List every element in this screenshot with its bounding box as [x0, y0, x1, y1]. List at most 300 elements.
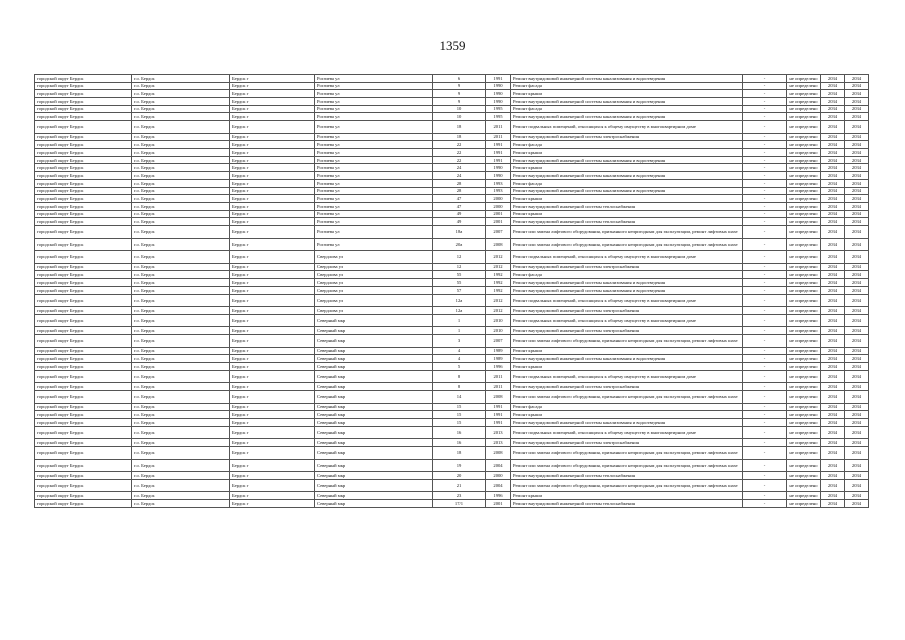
- cost-cell: не определено: [787, 370, 821, 383]
- work-type-cell: Ремонт внутридомовой инженерной системы электроснабжения: [511, 383, 743, 391]
- cost-cell: не определено: [787, 439, 821, 447]
- district-cell: г.о. Бердск: [132, 391, 230, 404]
- year-to-cell: 2034: [845, 472, 869, 480]
- municipality-cell: городской округ Бердск: [35, 286, 132, 294]
- table-row: [35, 218, 869, 226]
- year-to-cell: 2034: [845, 327, 869, 335]
- settlement-cell: Бердск г: [230, 335, 315, 348]
- district-cell: г.о. Бердск: [132, 307, 230, 315]
- house-number-cell: 19: [433, 459, 486, 472]
- work-type-cell: Ремонт внутридомовой инженерной системы теплоснабжения: [511, 202, 743, 210]
- settlement-cell: Бердск г: [230, 195, 315, 203]
- year-cell: 1996: [486, 363, 511, 371]
- cost-cell: не определено: [787, 327, 821, 335]
- district-cell: г.о. Бердск: [132, 195, 230, 203]
- dash-cell: -: [743, 121, 787, 134]
- work-type-cell: Ремонт внутридомовой инженерной системы электроснабжения: [511, 327, 743, 335]
- work-type-cell: Ремонт фасада: [511, 403, 743, 411]
- year-from-cell: 2034: [821, 164, 845, 172]
- street-cell: Рогачева ул: [315, 218, 433, 226]
- municipality-cell: городской округ Бердск: [35, 141, 132, 149]
- house-number-cell: 22: [433, 149, 486, 157]
- year-from-cell: 2034: [821, 90, 845, 98]
- year-from-cell: 2034: [821, 98, 845, 106]
- year-cell: 1991: [486, 411, 511, 419]
- table-row: [35, 187, 869, 195]
- house-number-cell: 18: [433, 446, 486, 459]
- street-cell: Северный мкр: [315, 347, 433, 355]
- table-row: [35, 149, 869, 157]
- cost-cell: не определено: [787, 113, 821, 121]
- year-cell: 2000: [486, 195, 511, 203]
- dash-cell: -: [743, 156, 787, 164]
- settlement-cell: Бердск г: [230, 149, 315, 157]
- house-number-cell: 23: [433, 492, 486, 500]
- district-cell: г.о. Бердск: [132, 82, 230, 90]
- house-number-cell: 14: [433, 391, 486, 404]
- year-cell: 2007: [486, 225, 511, 238]
- table-row: [35, 105, 869, 113]
- district-cell: г.о. Бердск: [132, 121, 230, 134]
- municipality-cell: городской округ Бердск: [35, 391, 132, 404]
- year-cell: 2011: [486, 370, 511, 383]
- year-to-cell: 2034: [845, 446, 869, 459]
- dash-cell: -: [743, 355, 787, 363]
- house-number-cell: 28: [433, 179, 486, 187]
- year-cell: 1993: [486, 179, 511, 187]
- house-number-cell: 22: [433, 141, 486, 149]
- municipality-cell: городской округ Бердск: [35, 500, 132, 508]
- year-cell: 1991: [486, 403, 511, 411]
- cost-cell: не определено: [787, 314, 821, 327]
- year-from-cell: 2034: [821, 133, 845, 141]
- house-number-cell: 49: [433, 218, 486, 226]
- year-cell: 2008: [486, 238, 511, 251]
- year-from-cell: 2034: [821, 446, 845, 459]
- year-to-cell: 2034: [845, 286, 869, 294]
- dash-cell: -: [743, 164, 787, 172]
- table-row: [35, 500, 869, 508]
- settlement-cell: Бердск г: [230, 90, 315, 98]
- table-row: [35, 82, 869, 90]
- house-number-cell: 12а: [433, 294, 486, 307]
- house-number-cell: 8: [433, 370, 486, 383]
- street-cell: Свердлова ул: [315, 307, 433, 315]
- settlement-cell: Бердск г: [230, 121, 315, 134]
- cost-cell: не определено: [787, 391, 821, 404]
- settlement-cell: Бердск г: [230, 363, 315, 371]
- street-cell: Рогачева ул: [315, 98, 433, 106]
- municipality-cell: городской округ Бердск: [35, 105, 132, 113]
- year-from-cell: 2034: [821, 172, 845, 180]
- district-cell: г.о. Бердск: [132, 133, 230, 141]
- house-number-cell: 28: [433, 187, 486, 195]
- cost-cell: не определено: [787, 418, 821, 426]
- street-cell: Рогачева ул: [315, 121, 433, 134]
- year-from-cell: 2034: [821, 363, 845, 371]
- cost-cell: не определено: [787, 218, 821, 226]
- settlement-cell: Бердск г: [230, 263, 315, 271]
- settlement-cell: Бердск г: [230, 133, 315, 141]
- table-row: [35, 355, 869, 363]
- work-type-cell: Ремонт внутридомовой инженерной системы теплоснабжения: [511, 500, 743, 508]
- cost-cell: не определено: [787, 149, 821, 157]
- year-to-cell: 2034: [845, 411, 869, 419]
- year-from-cell: 2034: [821, 472, 845, 480]
- year-from-cell: 2034: [821, 286, 845, 294]
- cost-cell: не определено: [787, 500, 821, 508]
- dash-cell: -: [743, 307, 787, 315]
- year-from-cell: 2034: [821, 218, 845, 226]
- table-row: [35, 347, 869, 355]
- work-type-cell: Ремонт внутридомовой инженерной системы канализования и водоотведения: [511, 75, 743, 83]
- table-row: [35, 195, 869, 203]
- district-cell: г.о. Бердск: [132, 314, 230, 327]
- table-row: [35, 238, 869, 251]
- municipality-cell: городской округ Бердск: [35, 133, 132, 141]
- settlement-cell: Бердск г: [230, 251, 315, 264]
- year-cell: 1996: [486, 492, 511, 500]
- dash-cell: -: [743, 105, 787, 113]
- year-cell: 2001: [486, 500, 511, 508]
- year-cell: 2007: [486, 335, 511, 348]
- work-type-cell: Ремонт подвальных помещений, относящихся к общему имуществу в многоквартирном доме: [511, 314, 743, 327]
- settlement-cell: Бердск г: [230, 403, 315, 411]
- dash-cell: -: [743, 459, 787, 472]
- house-number-cell: 4: [433, 347, 486, 355]
- work-type-cell: Ремонт подвальных помещений, относящихся к общему имуществу в многоквартирном доме: [511, 121, 743, 134]
- municipality-cell: городской округ Бердск: [35, 294, 132, 307]
- district-cell: г.о. Бердск: [132, 370, 230, 383]
- cost-cell: не определено: [787, 164, 821, 172]
- year-to-cell: 2034: [845, 82, 869, 90]
- municipality-cell: городской округ Бердск: [35, 263, 132, 271]
- street-cell: Рогачева ул: [315, 75, 433, 83]
- street-cell: Рогачева ул: [315, 225, 433, 238]
- settlement-cell: Бердск г: [230, 179, 315, 187]
- municipality-cell: городской округ Бердск: [35, 314, 132, 327]
- district-cell: г.о. Бердск: [132, 90, 230, 98]
- year-to-cell: 2034: [845, 307, 869, 315]
- dash-cell: -: [743, 418, 787, 426]
- year-cell: 1991: [486, 141, 511, 149]
- cost-cell: не определено: [787, 187, 821, 195]
- table-row: [35, 472, 869, 480]
- municipality-cell: городской округ Бердск: [35, 439, 132, 447]
- year-from-cell: 2034: [821, 225, 845, 238]
- year-to-cell: 2034: [845, 383, 869, 391]
- settlement-cell: Бердск г: [230, 411, 315, 419]
- settlement-cell: Бердск г: [230, 347, 315, 355]
- district-cell: г.о. Бердск: [132, 439, 230, 447]
- municipality-cell: городской округ Бердск: [35, 307, 132, 315]
- table-row: [35, 307, 869, 315]
- cost-cell: не определено: [787, 286, 821, 294]
- street-cell: Рогачева ул: [315, 105, 433, 113]
- house-number-cell: 1: [433, 314, 486, 327]
- year-from-cell: 2034: [821, 411, 845, 419]
- table-row: [35, 446, 869, 459]
- cost-cell: не определено: [787, 238, 821, 251]
- year-to-cell: 2034: [845, 121, 869, 134]
- capital-repair-table: [34, 74, 869, 508]
- table-row: [35, 363, 869, 371]
- work-type-cell: Ремонт фасада: [511, 179, 743, 187]
- house-number-cell: 24: [433, 172, 486, 180]
- municipality-cell: городской округ Бердск: [35, 218, 132, 226]
- table-row: [35, 75, 869, 83]
- table-row: [35, 492, 869, 500]
- table-row: [35, 411, 869, 419]
- street-cell: Северный мкр: [315, 439, 433, 447]
- dash-cell: -: [743, 446, 787, 459]
- work-type-cell: Ремонт или замена лифтового оборудования, признанного непригодным для эксплуатации, ремонт лифтовых шахт: [511, 225, 743, 238]
- district-cell: г.о. Бердск: [132, 403, 230, 411]
- year-cell: 2011: [486, 133, 511, 141]
- dash-cell: -: [743, 195, 787, 203]
- dash-cell: -: [743, 403, 787, 411]
- street-cell: Свердлова ул: [315, 251, 433, 264]
- table-row: [35, 210, 869, 218]
- year-cell: 2013: [486, 426, 511, 439]
- street-cell: Северный мкр: [315, 383, 433, 391]
- district-cell: г.о. Бердск: [132, 335, 230, 348]
- house-number-cell: 47: [433, 195, 486, 203]
- table-row: [35, 271, 869, 279]
- cost-cell: не определено: [787, 307, 821, 315]
- work-type-cell: Ремонт подвальных помещений, относящихся к общему имуществу в многоквартирном доме: [511, 251, 743, 264]
- year-to-cell: 2034: [845, 172, 869, 180]
- work-type-cell: Ремонт внутридомовой инженерной системы канализования и водоотведения: [511, 113, 743, 121]
- district-cell: г.о. Бердск: [132, 327, 230, 335]
- street-cell: Рогачева ул: [315, 195, 433, 203]
- year-from-cell: 2034: [821, 418, 845, 426]
- table-row: [35, 479, 869, 492]
- house-number-cell: 1: [433, 327, 486, 335]
- street-cell: Свердлова ул: [315, 263, 433, 271]
- table-row: [35, 179, 869, 187]
- work-type-cell: Ремонт или замена лифтового оборудования, признанного непригодным для эксплуатации, ремонт лифтовых шахт: [511, 479, 743, 492]
- house-number-cell: 17/1: [433, 500, 486, 508]
- work-type-cell: Ремонт крыши: [511, 149, 743, 157]
- dash-cell: -: [743, 238, 787, 251]
- district-cell: г.о. Бердск: [132, 418, 230, 426]
- year-cell: 2000: [486, 472, 511, 480]
- settlement-cell: Бердск г: [230, 472, 315, 480]
- year-cell: 1991: [486, 156, 511, 164]
- year-to-cell: 2034: [845, 105, 869, 113]
- house-number-cell: 10: [433, 105, 486, 113]
- district-cell: г.о. Бердск: [132, 98, 230, 106]
- table-row: [35, 403, 869, 411]
- year-cell: 2010: [486, 327, 511, 335]
- dash-cell: -: [743, 492, 787, 500]
- municipality-cell: городской округ Бердск: [35, 251, 132, 264]
- table-row: [35, 141, 869, 149]
- year-from-cell: 2034: [821, 335, 845, 348]
- dash-cell: -: [743, 314, 787, 327]
- district-cell: г.о. Бердск: [132, 472, 230, 480]
- municipality-cell: городской округ Бердск: [35, 90, 132, 98]
- district-cell: г.о. Бердск: [132, 251, 230, 264]
- municipality-cell: городской округ Бердск: [35, 446, 132, 459]
- dash-cell: -: [743, 82, 787, 90]
- street-cell: Рогачева ул: [315, 210, 433, 218]
- year-from-cell: 2034: [821, 426, 845, 439]
- district-cell: г.о. Бердск: [132, 363, 230, 371]
- cost-cell: не определено: [787, 426, 821, 439]
- district-cell: г.о. Бердск: [132, 210, 230, 218]
- year-from-cell: 2034: [821, 156, 845, 164]
- municipality-cell: городской округ Бердск: [35, 383, 132, 391]
- settlement-cell: Бердск г: [230, 187, 315, 195]
- house-number-cell: 12: [433, 263, 486, 271]
- table-row: [35, 133, 869, 141]
- year-cell: 1990: [486, 82, 511, 90]
- settlement-cell: Бердск г: [230, 172, 315, 180]
- settlement-cell: Бердск г: [230, 426, 315, 439]
- district-cell: г.о. Бердск: [132, 164, 230, 172]
- house-number-cell: 55: [433, 279, 486, 287]
- district-cell: г.о. Бердск: [132, 383, 230, 391]
- municipality-cell: городской округ Бердск: [35, 164, 132, 172]
- street-cell: Рогачева ул: [315, 149, 433, 157]
- year-from-cell: 2034: [821, 121, 845, 134]
- district-cell: г.о. Бердск: [132, 446, 230, 459]
- year-cell: 1993: [486, 187, 511, 195]
- settlement-cell: Бердск г: [230, 202, 315, 210]
- dash-cell: -: [743, 210, 787, 218]
- year-cell: 1992: [486, 286, 511, 294]
- table-row: [35, 251, 869, 264]
- year-to-cell: 2034: [845, 218, 869, 226]
- work-type-cell: Ремонт внутридомовой инженерной системы канализования и водоотведения: [511, 98, 743, 106]
- municipality-cell: городской округ Бердск: [35, 238, 132, 251]
- year-from-cell: 2034: [821, 370, 845, 383]
- dash-cell: -: [743, 172, 787, 180]
- district-cell: г.о. Бердск: [132, 238, 230, 251]
- cost-cell: не определено: [787, 355, 821, 363]
- house-number-cell: 12: [433, 251, 486, 264]
- municipality-cell: городской округ Бердск: [35, 179, 132, 187]
- district-cell: г.о. Бердск: [132, 286, 230, 294]
- year-from-cell: 2034: [821, 391, 845, 404]
- year-from-cell: 2034: [821, 105, 845, 113]
- year-from-cell: 2034: [821, 251, 845, 264]
- street-cell: Рогачева ул: [315, 202, 433, 210]
- year-from-cell: 2034: [821, 383, 845, 391]
- street-cell: Северный мкр: [315, 403, 433, 411]
- house-number-cell: 15: [433, 411, 486, 419]
- municipality-cell: городской округ Бердск: [35, 156, 132, 164]
- dash-cell: -: [743, 294, 787, 307]
- year-from-cell: 2034: [821, 459, 845, 472]
- cost-cell: не определено: [787, 225, 821, 238]
- year-cell: 2001: [486, 218, 511, 226]
- year-to-cell: 2034: [845, 202, 869, 210]
- table-row: [35, 459, 869, 472]
- year-from-cell: 2034: [821, 141, 845, 149]
- dash-cell: -: [743, 202, 787, 210]
- table-row: [35, 335, 869, 348]
- year-cell: 1992: [486, 271, 511, 279]
- settlement-cell: Бердск г: [230, 225, 315, 238]
- house-number-cell: 16: [433, 439, 486, 447]
- year-to-cell: 2034: [845, 355, 869, 363]
- work-type-cell: Ремонт внутридомовой инженерной системы электроснабжения: [511, 439, 743, 447]
- settlement-cell: Бердск г: [230, 391, 315, 404]
- house-number-cell: 4: [433, 355, 486, 363]
- year-from-cell: 2034: [821, 327, 845, 335]
- municipality-cell: городской округ Бердск: [35, 172, 132, 180]
- table-row: [35, 98, 869, 106]
- street-cell: Северный мкр: [315, 363, 433, 371]
- cost-cell: не определено: [787, 411, 821, 419]
- settlement-cell: Бердск г: [230, 141, 315, 149]
- year-to-cell: 2034: [845, 156, 869, 164]
- dash-cell: -: [743, 370, 787, 383]
- year-cell: 1990: [486, 172, 511, 180]
- house-number-cell: 15: [433, 403, 486, 411]
- work-type-cell: Ремонт внутридомовой инженерной системы электроснабжения: [511, 263, 743, 271]
- street-cell: Рогачева ул: [315, 179, 433, 187]
- work-type-cell: Ремонт крыши: [511, 347, 743, 355]
- year-cell: 2011: [486, 383, 511, 391]
- dash-cell: -: [743, 426, 787, 439]
- table-row: [35, 327, 869, 335]
- cost-cell: не определено: [787, 479, 821, 492]
- year-to-cell: 2034: [845, 426, 869, 439]
- year-cell: 1991: [486, 418, 511, 426]
- dash-cell: -: [743, 391, 787, 404]
- dash-cell: -: [743, 335, 787, 348]
- cost-cell: не определено: [787, 210, 821, 218]
- work-type-cell: Ремонт внутридомовой инженерной системы электроснабжения: [511, 307, 743, 315]
- dash-cell: -: [743, 479, 787, 492]
- street-cell: Северный мкр: [315, 426, 433, 439]
- street-cell: Северный мкр: [315, 446, 433, 459]
- house-number-cell: 15: [433, 418, 486, 426]
- work-type-cell: Ремонт внутридомовой инженерной системы электроснабжения: [511, 133, 743, 141]
- cost-cell: не определено: [787, 195, 821, 203]
- district-cell: г.о. Бердск: [132, 500, 230, 508]
- year-to-cell: 2034: [845, 391, 869, 404]
- house-number-cell: 20: [433, 472, 486, 480]
- district-cell: г.о. Бердск: [132, 149, 230, 157]
- municipality-cell: городской округ Бердск: [35, 403, 132, 411]
- cost-cell: не определено: [787, 105, 821, 113]
- year-to-cell: 2034: [845, 90, 869, 98]
- table-row: [35, 90, 869, 98]
- municipality-cell: городской округ Бердск: [35, 370, 132, 383]
- district-cell: г.о. Бердск: [132, 187, 230, 195]
- year-to-cell: 2034: [845, 439, 869, 447]
- year-to-cell: 2034: [845, 294, 869, 307]
- year-from-cell: 2034: [821, 492, 845, 500]
- house-number-cell: 9: [433, 98, 486, 106]
- district-cell: г.о. Бердск: [132, 294, 230, 307]
- municipality-cell: городской округ Бердск: [35, 459, 132, 472]
- settlement-cell: Бердск г: [230, 294, 315, 307]
- year-to-cell: 2034: [845, 98, 869, 106]
- district-cell: г.о. Бердск: [132, 426, 230, 439]
- work-type-cell: Ремонт фасада: [511, 105, 743, 113]
- year-cell: 2004: [486, 479, 511, 492]
- year-from-cell: 2034: [821, 347, 845, 355]
- street-cell: Северный мкр: [315, 411, 433, 419]
- dash-cell: -: [743, 90, 787, 98]
- settlement-cell: Бердск г: [230, 271, 315, 279]
